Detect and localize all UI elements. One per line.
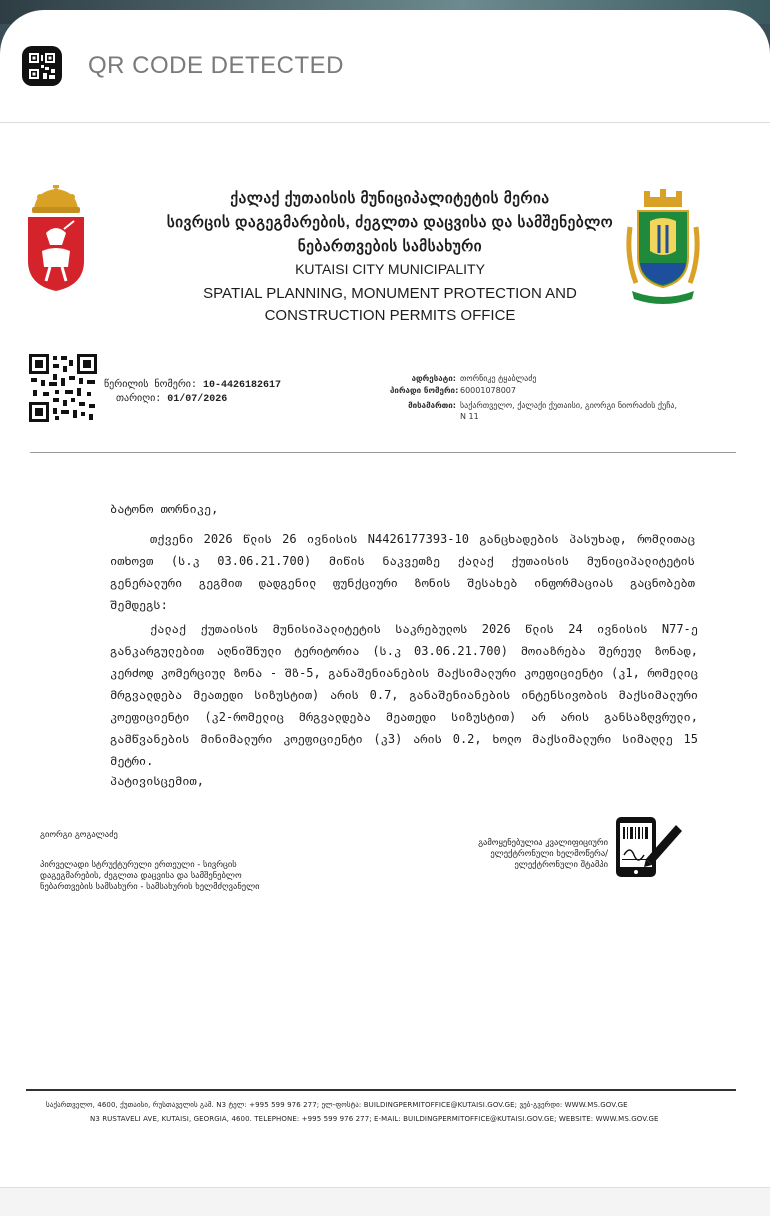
personal-number-label: პირადი ნომერი: <box>390 386 459 395</box>
footer-line-ka: საქართველო, 4600, ქუთაისი, რუსთაველის გამ. N3 ტელ: +995 599 976 277; ელ-ფოსტა: BUILDINGPERMITOFFICE@KUTAISI.GOV.GE; ვებ-გვერდი: WWW.MS.GOV.GE <box>46 1101 628 1109</box>
letter-number-value: 10-4426182617 <box>202 380 281 391</box>
title-en-line1: KUTAISI CITY MUNICIPALITY <box>295 261 485 277</box>
letter-number-label: წერილის ნომერი: <box>104 380 197 391</box>
addressee-label: ადრესატი: <box>411 374 456 383</box>
footer-line-en: N3 RUSTAVELI AVE, KUTAISI, GEORGIA, 4600. TELEPHONE: +995 599 976 277; E-MAIL: BUILDINGPERMITOFFICE@KUTAISI.GOV.GE; WEBSITE: WWW.MS.GOV.GE <box>90 1115 659 1123</box>
letter-number-row <box>104 379 281 391</box>
qr-result-sheet <box>0 10 770 1225</box>
greeting: ბატონო თორნიკე, <box>110 502 219 516</box>
date-value: 01/07/2026 <box>167 394 228 405</box>
document-qr-code <box>29 354 97 422</box>
date-label: თარიღი: <box>116 394 162 405</box>
georgia-coat-of-arms-icon <box>24 185 88 295</box>
address-label: მისამართი: <box>408 401 456 410</box>
qr-code-icon <box>22 46 62 86</box>
address-value-line1: საქართველო, ქალაქი ქუთაისი, გიორგი ნიორაძის ქუჩა, <box>460 401 677 410</box>
letterhead <box>0 177 770 327</box>
esign-line2: ელექტრონული ხელმოწერა/ <box>490 849 608 859</box>
personal-number-value: 60001078007 <box>460 386 516 395</box>
signer-title-line2: დაგეგმარების, ძეგლთა დაცვისა და სამშენებლო <box>40 871 242 881</box>
title-ka-line2: სივრცის დაგეგმარების, ძეგლთა დაცვისა და სამშენებლო <box>166 214 614 231</box>
paragraph-1: თქვენი 2026 წლის 26 ივნისის N4426177393-10 განცხადების პასუხად, რომლითაც ითხოვთ (ს.კ 03.06.21.700) მიწის ნაკვეთზე ქალაქ ქუთაისის მუნიციპალიტეტის გენერალური გეგმით დადგენილ ფუნქციური ზონის შესახებ ინფორმაციას გაცნობებთ შემდეგს: <box>110 532 695 612</box>
electronic-signature-icon <box>614 815 684 879</box>
signer-name: გიორგი გოგალაძე <box>40 830 118 840</box>
personal-number-row <box>390 386 516 395</box>
header-divider <box>30 452 736 453</box>
closing: პატივისცემით, <box>110 774 204 788</box>
title-en-line2: SPATIAL PLANNING, MONUMENT PROTECTION AND <box>203 285 577 302</box>
sheet-header <box>0 10 770 123</box>
bottom-bar <box>0 1187 770 1216</box>
kutaisi-coat-of-arms-icon <box>626 187 700 309</box>
footer-divider <box>26 1089 736 1091</box>
title-ka-line3: ნებართვების სამსახური <box>297 238 483 255</box>
address-value-line2: N 11 <box>460 412 479 421</box>
addressee-row <box>390 374 536 383</box>
esign-line3: ელექტრონული შტამპი <box>514 860 608 870</box>
esign-line1: გამოყენებულია კვალიფიციური <box>478 838 608 848</box>
addressee-value: თორნიკე ტყაბლაძე <box>460 374 537 383</box>
address-row <box>390 401 677 410</box>
date-row <box>116 393 227 405</box>
title-en-line3: CONSTRUCTION PERMITS OFFICE <box>264 307 516 324</box>
paragraph-2: ქალაქ ქუთაისის მუნისიპალიტეტის საკრებულოს 2026 წლის 24 ივნისის N77-ე განკარგულებით აღნიშნული ტერიტორია (ს.კ 03.06.21.700) მოიაზრება შერეულ ზონად, კერძოდ კომერციულ ზონა - შზ-5, განაშენიანების მაქსიმალური კოეფიციენტი (კ1, რომელიც მრგვალდება მეათედი სიზუსტით) არის 0.7, განაშენიანების ინტენსივობის მაქსიმალური კოეფიციენტი (კ2-რომელიც მრგვალდება მეათედი სიზუსტით) არ არის განსაზღვრული, გამწვანების მინიმალური კოეფიციენტი (კ3) არის 0.2, ხოლო მაქსიმალური სიმაღლე 15 მეტრი. <box>110 622 698 768</box>
header-title: QR CODE DETECTED <box>88 52 345 79</box>
title-ka-line1: ქალაქ ქუთაისის მუნიციპალიტეტის მერია <box>230 190 550 207</box>
signer-title-line3: ნებართვების სამსახური - სამსახურის ხელმძღვანელი <box>40 882 260 892</box>
signer-title-line1: პირველადი სტრუქტურული ერთეული - სივრცის <box>40 860 237 870</box>
